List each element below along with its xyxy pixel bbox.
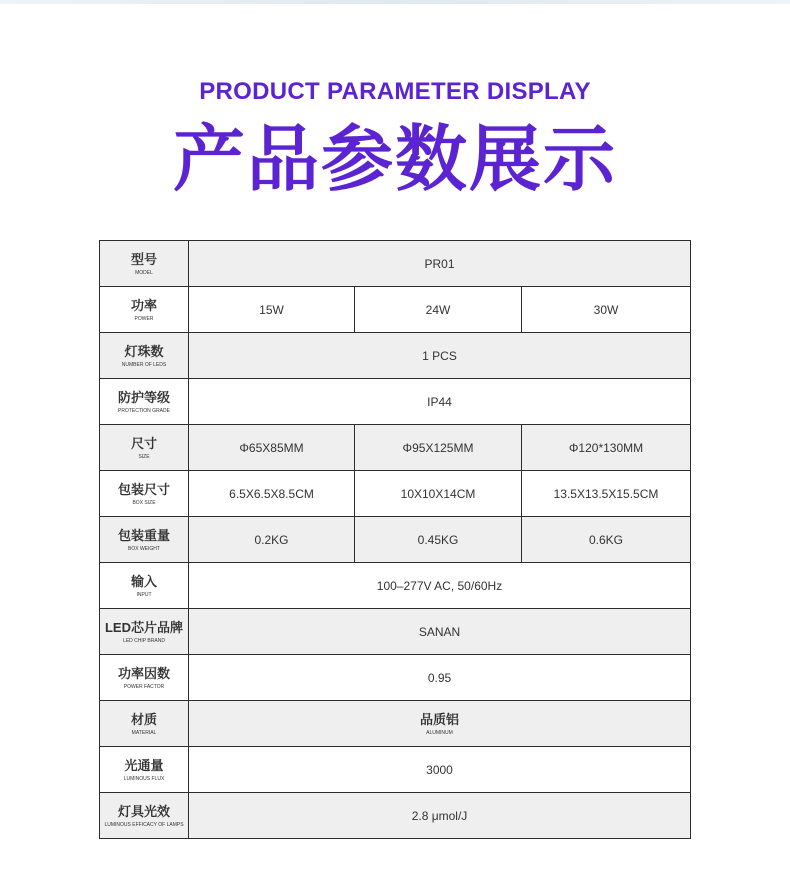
label-en: PROTECTION GRADE (118, 407, 170, 414)
label-en: MODEL (135, 269, 153, 276)
table-row-protection (100, 379, 691, 425)
value-cell: 0.45KG (355, 517, 522, 563)
value-cn: 品质铝 (419, 711, 459, 727)
parameter-table (99, 240, 691, 839)
value-cell: 6.5X6.5X8.5CM (189, 471, 355, 517)
row-label (100, 241, 189, 287)
table-row-input (100, 563, 691, 609)
value-cell: Φ95X125MM (355, 425, 522, 471)
row-label (100, 379, 189, 425)
table-row-efficacy (100, 793, 691, 839)
label-en: INPUT (136, 591, 152, 598)
value-cell: 15W (189, 287, 355, 333)
value-cell: 0.2KG (189, 517, 355, 563)
value-cell: 10X10X14CM (355, 471, 522, 517)
label-cn: 尺寸 (130, 435, 157, 451)
value-cell: 0.95 (189, 655, 691, 701)
label-en: BOX SIZE (132, 499, 156, 506)
title-english: PRODUCT PARAMETER DISPLAY (199, 78, 591, 105)
label-en: BOX WEIGHT (128, 545, 160, 552)
table-row-model (100, 241, 691, 287)
row-label (100, 563, 189, 609)
table-row-power-factor (100, 655, 691, 701)
label-cn: 材质 (130, 711, 157, 727)
table-row-material (100, 701, 691, 747)
label-cn: 防护等级 (117, 389, 170, 405)
label-en: POWER (134, 315, 154, 322)
value-cell: Φ120*130MM (522, 425, 691, 471)
row-label (100, 333, 189, 379)
row-label (100, 425, 189, 471)
value-cell: 30W (522, 287, 691, 333)
label-cn: 光通量 (124, 757, 164, 773)
value-cell: Φ65X85MM (189, 425, 355, 471)
value-cell: IP44 (189, 379, 691, 425)
label-en: LUMINOUS FLUX (123, 775, 165, 782)
row-label (100, 471, 189, 517)
table-row-size (100, 425, 691, 471)
table-row-chip-brand (100, 609, 691, 655)
table-row-box-size (100, 471, 691, 517)
value-en: ALUMINUM (426, 729, 453, 736)
label-cn: 灯具光效 (117, 803, 170, 819)
row-label (100, 701, 189, 747)
label-cn: 型号 (130, 251, 157, 267)
table-row-leds (100, 333, 691, 379)
value-cell: 1 PCS (189, 333, 691, 379)
title-chinese: 产品参数展示 (172, 120, 617, 200)
row-label (100, 609, 189, 655)
label-en: MATERIAL (131, 729, 157, 736)
row-label (100, 287, 189, 333)
label-cn: 包装尺寸 (117, 481, 170, 497)
value-cell: 13.5X13.5X15.5CM (522, 471, 691, 517)
row-label (100, 655, 189, 701)
table-row-power (100, 287, 691, 333)
table-row-luminous-flux (100, 747, 691, 793)
value-cell: 24W (355, 287, 522, 333)
label-en: LED CHIP BRAND (123, 637, 165, 644)
label-cn: 功率因数 (117, 665, 170, 681)
value-cell: 2.8 μmol/J (189, 793, 691, 839)
value-cell: 0.6KG (522, 517, 691, 563)
label-en: LUMINOUS EFFICACY OF LAMPS (104, 821, 184, 828)
label-en: SIZE (138, 453, 150, 460)
label-cn: LED芯片品牌 (104, 619, 183, 635)
label-cn: 输入 (130, 573, 157, 589)
label-cn: 包装重量 (117, 527, 170, 543)
label-en: POWER FACTOR (123, 683, 165, 690)
value-cell: 100–277V AC, 50/60Hz (189, 563, 691, 609)
row-label (100, 747, 189, 793)
top-decorative-strip (0, 0, 790, 4)
value-cell: PR01 (189, 241, 691, 287)
row-label (100, 793, 189, 839)
value-cell: 3000 (189, 747, 691, 793)
row-label (100, 517, 189, 563)
label-cn: 灯珠数 (124, 343, 164, 359)
value-cell (189, 701, 691, 747)
value-cell: SANAN (189, 609, 691, 655)
table-row-box-weight (100, 517, 691, 563)
label-en: NUMBER OF LEDS (121, 361, 167, 368)
label-cn: 功率 (130, 297, 157, 313)
